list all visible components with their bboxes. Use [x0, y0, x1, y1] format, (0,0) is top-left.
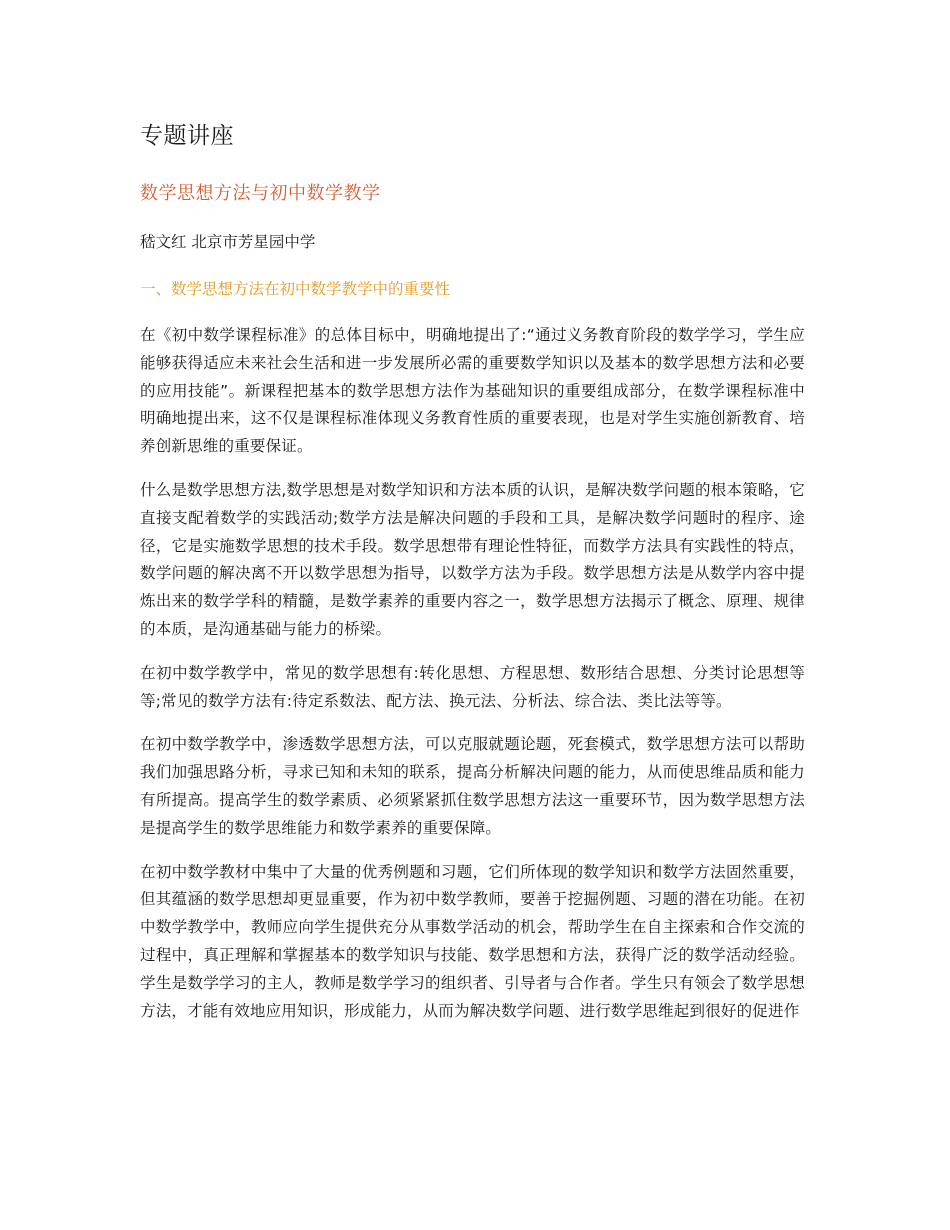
author-line: 嵇文红 北京市芳星园中学: [140, 233, 316, 251]
paragraph-5: 在初中数学教材中集中了大量的优秀例题和习题，它们所体现的数学知识和数学方法固然重要，但其蕴涵的数学思想却更显重要，作为初中数学教师，要善于挖掘例题、习题的潜在功能。在初中数学教学中，教师应向学生提供充分从事数学活动的机会，帮助学生在自主探索和合作交流的过程中，真正理解和掌握基本的数学知识与技能、数学思想和方法，获得广泛的数学活动经验。学生是数学学习的主人，教师是数学学习的组织者、引导者与合作者。学生只有领会了数学思想方法，才能有效地应用知识，形成能力，从而为解决数学问题、进行数学思维起到很好的促进作: [140, 862, 805, 1020]
paragraph-1: 在《初中数学课程标准》的总体目标中，明确地提出了:“通过义务教育阶段的数学学习，学生应能够获得适应未来社会生活和进一步发展所必需的重要数学知识以及基本的数学思想方法和必要的应用技能”。新课程把基本的数学思想方法作为基础知识的重要组成部分，在数学课程标准中明确地提出来，这不仅是课程标准体现义务教育性质的重要表现，也是对学生实施创新教育、培养创新思维的重要保证。: [140, 326, 805, 456]
section-heading: 一、数学思想方法在初中数学教学中的重要性: [140, 280, 451, 298]
article-title: 数学思想方法与初中数学教学: [140, 183, 381, 204]
paragraph-4: 在初中数学教学中，渗透数学思想方法，可以克服就题论题，死套模式，数学思想方法可以帮助我们加强思路分析，寻求已知和未知的联系，提高分析解决问题的能力，从而使思维品质和能力有所提高。提高学生的数学素质、必须紧紧抓住数学思想方法这一重要环节，因为数学思想方法是提高学生的数学思维能力和数学素养的重要保障。: [140, 735, 805, 837]
paragraph-3: 在初中数学教学中，常见的数学思想有:转化思想、方程思想、数形结合思想、分类讨论思想等等;常见的数学方法有:待定系数法、配方法、换元法、分析法、综合法、类比法等等。: [140, 663, 805, 710]
document-content: [140, 118, 805, 1041]
paragraph-2: 什么是数学思想方法,数学思想是对数学知识和方法本质的认识，是解决数学问题的根本策略，它直接支配着数学的实践活动;数学方法是解决问题的手段和工具，是解决数学问题时的程序、途径，它是实施数学思想的技术手段。数学思想带有理论性特征，而数学方法具有实践性的特点，数学问题的解决离不开以数学思想为指导，以数学方法为手段。数学思想方法是从数学内容中提炼出来的数学学科的精髓，是数学素养的重要内容之一，数学思想方法揭示了概念、原理、规律的本质，是沟通基础与能力的桥梁。: [140, 480, 805, 638]
doc-title: 专题讲座: [140, 123, 234, 149]
